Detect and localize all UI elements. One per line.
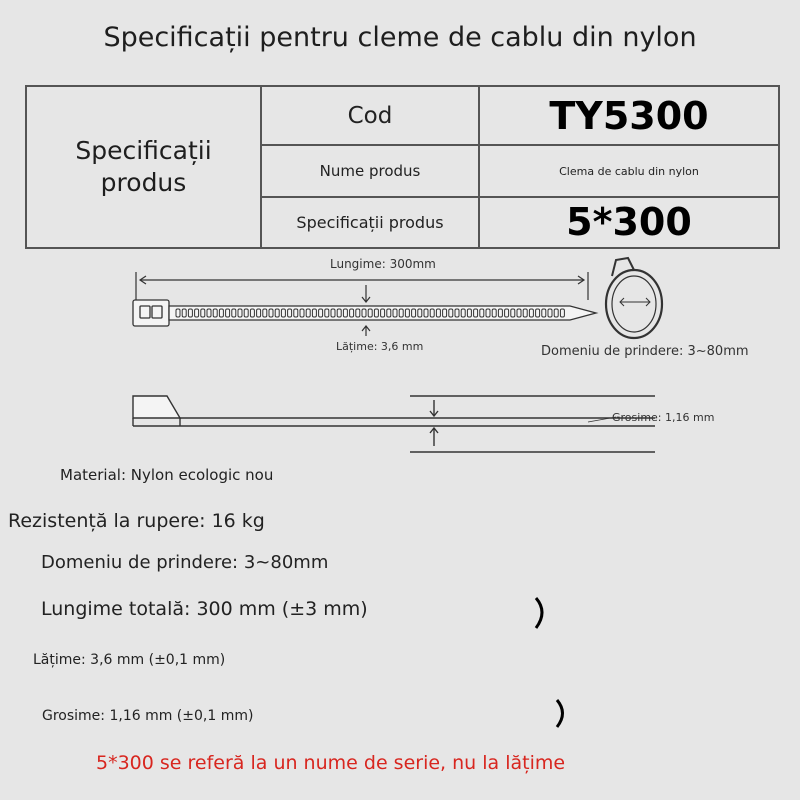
- grip-loop-icon: [606, 258, 662, 338]
- thickness-label: Grosime: 1,16 mm: [612, 411, 715, 424]
- length-dimension-line: [136, 272, 588, 336]
- length-label: Lungime: 300mm: [330, 257, 436, 271]
- width-label: Lățime: 3,6 mm: [336, 340, 424, 353]
- total-length-spec: Lungime totală: 300 mm (±3 mm): [41, 598, 368, 620]
- width-spec: Lățime: 3,6 mm (±0,1 mm): [33, 652, 226, 668]
- product-name-label: Nume produs: [261, 145, 479, 196]
- cable-tie-side-view: [133, 396, 655, 452]
- spec-side-text: Specificații produs: [75, 136, 212, 197]
- material-spec: Material: Nylon ecologic nou: [60, 466, 274, 484]
- grip-range-spec: Domeniu de prindere: 3~80mm: [41, 552, 329, 573]
- product-name-value: Clema de cablu din nylon: [479, 145, 779, 196]
- bracket-mark: [536, 598, 563, 727]
- grip-range-label: Domeniu de prindere: 3~80mm: [541, 344, 749, 359]
- code-label: Cod: [261, 86, 479, 145]
- cable-tie-top-view: [133, 300, 596, 326]
- product-spec-label: Specificații produs: [261, 197, 479, 248]
- product-spec-value: 5*300: [479, 197, 779, 248]
- code-value: TY5300: [479, 86, 779, 145]
- page-title: Specificații pentru cleme de cablu din nylon: [103, 22, 697, 53]
- series-note: 5*300 se referă la un nume de serie, nu la lățime: [96, 752, 566, 774]
- thickness-spec: Grosime: 1,16 mm (±0,1 mm): [42, 708, 254, 724]
- tensile-strength-spec: Rezistență la rupere: 16 kg: [8, 510, 265, 532]
